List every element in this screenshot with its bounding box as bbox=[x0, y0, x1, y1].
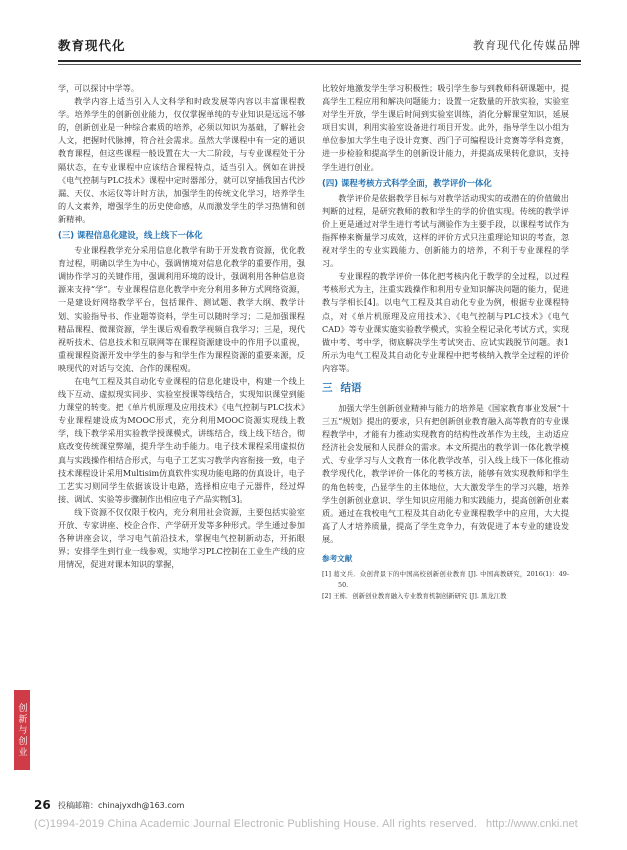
header-rule bbox=[58, 60, 581, 62]
page-number: 26 bbox=[34, 798, 51, 812]
paragraph: 学，可以探讨中学等。 bbox=[58, 83, 139, 93]
subsection-heading: (三) 课程信息化建设，线上线下一体化 bbox=[58, 230, 203, 241]
section-side-tab: 创新与创业 bbox=[14, 690, 30, 770]
paragraph: 在电气工程及其自动化专业课程的信息化建设中，构建一个线上线下互动、虚拟现实同步、实验室授课等线结合，实现知识课堂到能力课堂的转变。把《单片机原理及应用技术》《电气控制与PLC技术》专业课程建设成为MOOC形式，充分利用MOOC资源实现线上教学，线下教学采用实验教学授课模式，讲练结合，线上线下结合，彻底改变传统课堂弊端，提升学生动手能力。电子技术课程采用虚拟仿真与实践操作相结合形式，与电子工艺实习教学内容衔接一致，电子技术课程设计采用Multisim仿真软件实现功能电路的仿真设计，电子工艺实习则同学生依据该设计电路，选择相应电子元器件，经过焊接、调试、实验等步骤制作出相应电子产品实物[3]。 bbox=[58, 375, 305, 504]
paragraph: 教学评价是依据教学目标与对教学活动现实的或潜在的价值做出判断的过程，是研究教师的教和学生的学的价值实现。传统的教学评价上更是通过对学生进行考试与测验作为主要手段，以课程考试作为指挥棒来衡量学习成效，这样的评价方式只注重理论知识的考查，忽视对学生的专业实践能力、创新能力的培养，不利于专业课程的学习。 bbox=[322, 192, 569, 269]
paragraph: 线下资源不仅仅限于校内，充分利用社会资源，主要包括实验室开放、专家讲座、校企合作、产学研开发等多种形式。学生通过参加各种讲座会议，学习电气前沿技术，掌握电气控制新动态，开拓眼界；安排学生到行业一线参观，实地学习PLC控制在工业生产线的应用情况，促进对课本知识的掌握， bbox=[58, 506, 305, 570]
journal-brand: 教育现代化传媒品牌 bbox=[473, 39, 581, 52]
section-heading bbox=[322, 381, 569, 396]
references-heading: 参考文献 bbox=[322, 554, 353, 563]
subsection-heading: (四) 课程考核方式科学全面，教学评价一体化 bbox=[322, 177, 492, 188]
paragraph: 教学内容上适当引入人文科学和时政发展等内容以丰富课程教学。培养学生的创新创业能力，仅仅掌握单纯的专业知识是远远不够的，创新创业是一种综合素质的培养，必须以知识为基础，了解社会人文，把握时代脉搏，符合社会需求。虽然大学课程中有一定的通识教育课程，但这些课程一般设置在大一大二阶段，与专业课程处于分隔状态，在专业课程中应该结合课程特点，适当引入。例如在讲授《电气控制与PLC技术》课程中定时器部分，就可以穿插我国古代沙漏、天仪、水运仪等计时方法，加强学生的传统文化学习，培养学生的人文素养，增强学生的历史使命感，从而激发学生的学习热情和创新精神。 bbox=[58, 96, 305, 224]
copyright-notice: (C)1994-2019 China Academic Journal Electronic Publishing House. All rights reserved. bbox=[34, 818, 478, 830]
paragraph: 比较好地激发学生学习积极性；吸引学生参与到教师科研课题中，提高学生工程应用和解决问题能力；设置一定数量的开放实验，实验室对学生开放，学生课后时间到实验室训练，消化分解课堂知识，延展项目实训，利用实验室设备进行项目开发。此外，指导学生以小组为单位参加大学生电子设计竞赛、西门子可编程设计竞赛等学科竞赛，进一步检验和提高学生的创新设计能力，并提高成果转化意识，支持学生进行创业。 bbox=[322, 83, 569, 172]
reference-item: [2] 王栋．创新创业教育融入专业教育机制创新研究 [J]. 黑龙江教 bbox=[322, 592, 507, 601]
left-column bbox=[58, 82, 305, 571]
section-number: 三 bbox=[322, 381, 333, 394]
paragraph: 加强大学生创新创业精神与能力的培养是《国家教育事业发展“十三五”规划》提出的要求，只有把创新创业教育融入高等教育的专业课程教学中，才能有力推动实现教育的结构性改革作为主线，主动适应经济社会发展和人民群众的需求。本文所提出的教学训一体化教学模式、专业学习与人文教育一体化教学改革，引入线上线下一体化推动教学现代化，教学评价一体化的考核方法，能够有效实现教师和学生的角色转变，凸显学生的主体地位，大大激发学生的学习兴趣，培养学生创新创业意识、学生知识应用能力和实践能力，提高创新创业素质。通过在我校电气工程及其自动化专业课程教学中的应用，大大提高了人才培养质量，提高了学生竞争力，有效促进了本专业的建设发展。 bbox=[322, 402, 569, 544]
site-link[interactable]: http://www.cnki.net bbox=[486, 818, 578, 830]
journal-title: 教育现代化 bbox=[58, 38, 126, 53]
section-title: 结语 bbox=[340, 381, 362, 394]
submission-email: 投稿邮箱：chinajyxdh@163.com bbox=[58, 801, 185, 810]
right-column bbox=[322, 82, 569, 602]
header-rule-thin bbox=[58, 64, 581, 65]
paragraph: 专业课程教学充分采用信息化教学有助于开发教育资源，优化教育过程，明确以学生为中心，强调情境对信息化教学的重要作用，强调协作学习的关键作用，强调利用环境的设计，强调利用各种信息资源来支持“学”。专业课程信息化教学中充分利用多种方式网络资源，一是建设好网络教学平台，包括课件、测试题、教学大纲、教学计划、实验指导书、作业题等资料，学生可以随时学习；二是加强课程精品课程、微课资源，学生课后观看教学视频自我学习；三是，现代视听技术、信息技术和互联网等在课程资源建设中的作用予以重视，重视课程资源开发中学生的参与和学生作为课程资源的重要来源，反映现代的对话与交流、合作的课程观。 bbox=[58, 245, 305, 373]
reference-item: [1] 葛文兵．众创背景下的中国高校创新创业教育 [J]. 中国高教研究，2016(1)：49-50. bbox=[322, 570, 569, 590]
paragraph: 专业课程的教学评价一体化把考核内化于教学的全过程，以过程考核形式为主，注重实践操作和利用专业知识解决问题的能力，促进教与学相长[4]。以电气工程及其自动化专业为例，根据专业课程特点，对《单片机原理及应用技术》、《电气控制与PLC技术》《电气CAD》等专业课实施实验教学模式，实验全程记录化考试方式，实现做中考、考中学，彻底解决学生考试突击、应试实践脱节问题。表1所示为电气工程及其自动化专业课程中把考核纳入教学全过程的评价内容等。 bbox=[322, 271, 569, 373]
